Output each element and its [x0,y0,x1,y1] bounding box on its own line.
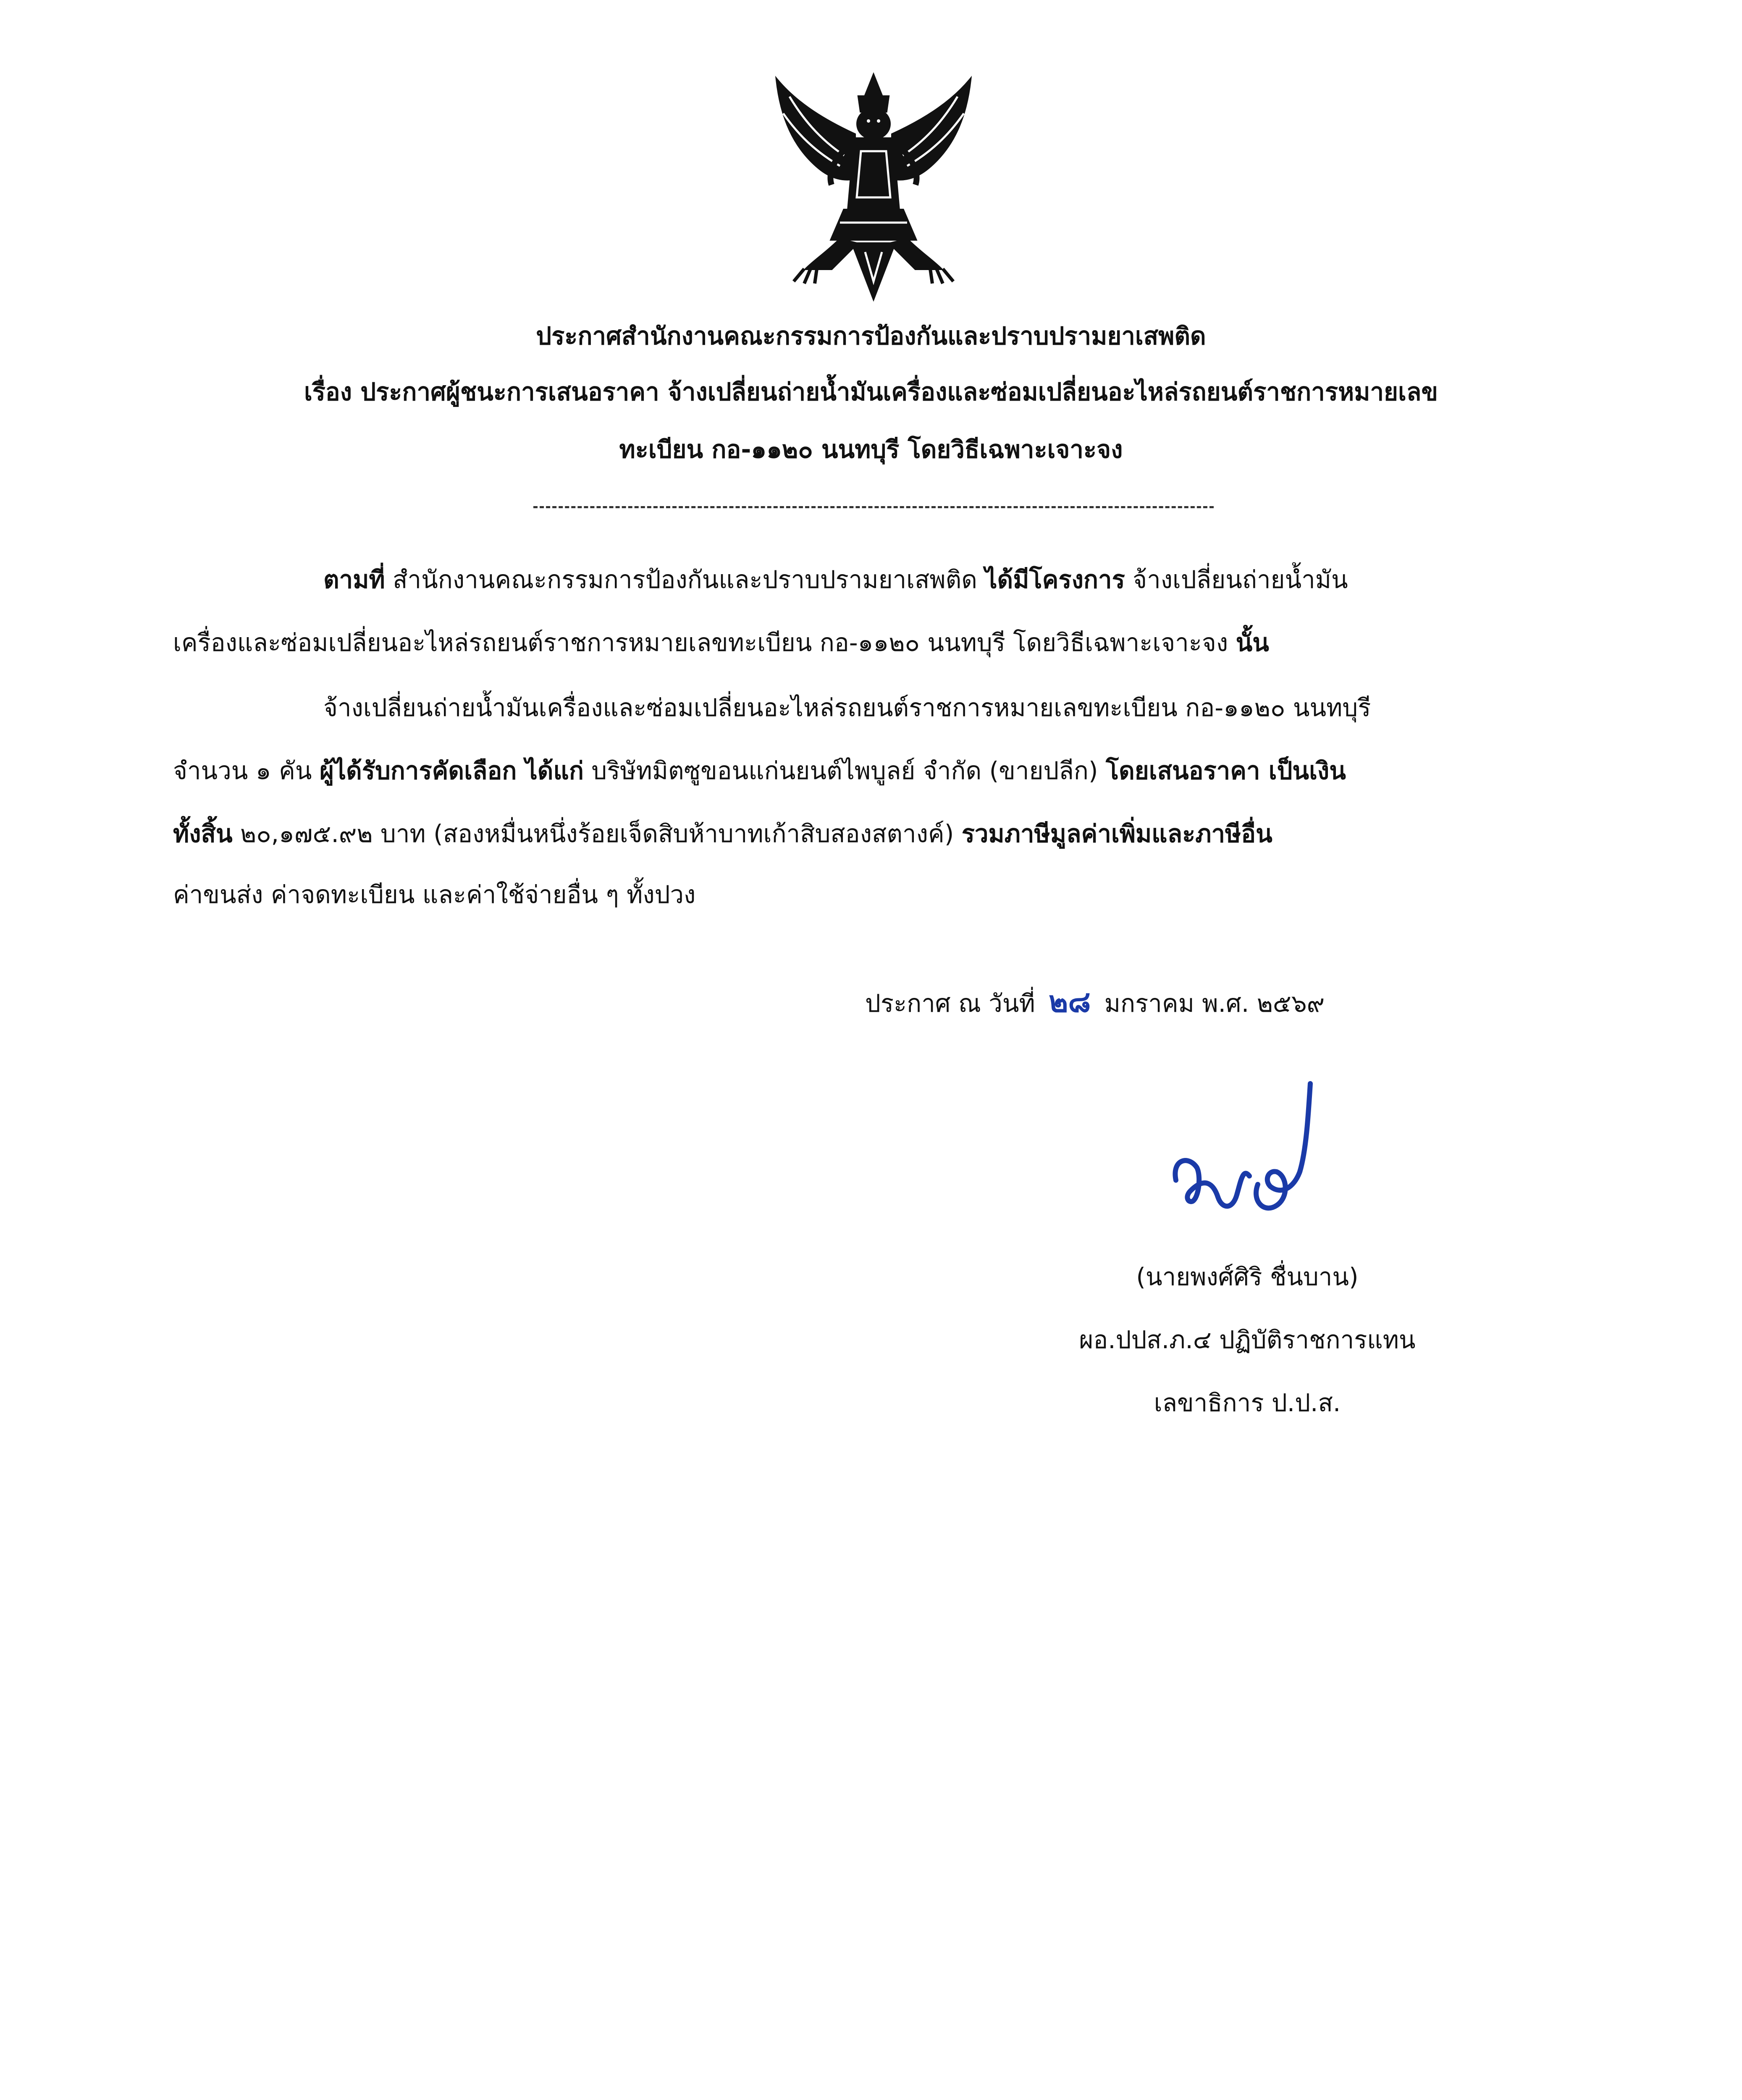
para2-line2 [173,748,1346,794]
divider-line [533,506,1214,508]
para1-bold-a: ตามที่ [323,565,385,594]
date-prefix: ประกาศ ณ วันที่ [865,989,1035,1018]
para2-bold-3a: ทั้งสิ้น [173,819,233,848]
para2-bold-2b: โดยเสนอราคา เป็นเงิน [1105,756,1346,785]
para1-line1 [323,556,1348,603]
para2-text-4: ค่าขนส่ง ค่าจดทะเบียน และค่าใช้จ่ายอื่น ๆ ทั้งปวง [173,880,696,909]
date-day-handwritten: ๒๘ [1049,984,1091,1019]
announcement-title [126,313,1616,359]
title-line-1: ประกาศสำนักงานคณะกรรมการป้องกันและปราบปรามยาเสพติด [536,322,1206,350]
handwritten-signature [1159,1075,1335,1235]
garuda-emblem [764,71,983,307]
para2-bold-3b: รวมภาษีมูลค่าเพิ่มและภาษีอื่น [961,819,1272,848]
signatory-position-2: เลขาธิการ ป.ป.ส. [1154,1389,1341,1417]
subject-text: จ้างเปลี่ยนถ่ายน้ำมันเครื่องและซ่อมเปลี่ยนอะไหล่รถยนต์ราชการหมายเลข [659,378,1438,406]
para2-text-1: จ้างเปลี่ยนถ่ายน้ำมันเครื่องและซ่อมเปลี่ยนอะไหล่รถยนต์ราชการหมายเลขทะเบียน กอ-๑๑๒๐ นนทบุรี [323,693,1371,722]
para2-line3 [173,811,1272,857]
para2-text-3a: ๒๐,๑๗๕.๙๒ บาท (สองหมื่นหนึ่งร้อยเจ็ดสิบห้าบาทเก้าสิบสองสตางค์) [232,819,962,848]
para1-text-c: เครื่องและซ่อมเปลี่ยนอะไหล่รถยนต์ราชการหมายเลขทะเบียน กอ-๑๑๒๐ นนทบุรี โดยวิธีเฉพาะเจาะจง [173,628,1236,657]
para1-bold-b: ได้มีโครงการ [985,565,1125,594]
para1-text-b: จ้างเปลี่ยนถ่ายน้ำมัน [1125,565,1348,594]
signatory-name: (นายพงศ์ศิริ ชื่นบาน) [1136,1263,1359,1291]
subject-label: เรื่อง ประกาศผู้ชนะการเสนอราคา [304,378,659,406]
para2-bold-2a: ผู้ได้รับการคัดเลือก ได้แก่ [320,756,584,785]
para2-line4 [173,872,695,918]
para1-line2 [173,620,1269,666]
date-suffix: มกราคม พ.ศ. ๒๕๖๙ [1104,989,1325,1018]
para1-bold-c: นั้น [1236,628,1269,657]
para2-line1 [323,685,1371,731]
announcement-date [865,979,1325,1026]
para2-text-2b: บริษัทมิตซูขอนแก่นยนต์ไพบูลย์ จำกัด (ขายปลีก) [583,756,1106,785]
announcement-subject [126,369,1616,415]
announcement-subject-cont [126,426,1616,472]
signatory-position: ผอ.ปปส.ภ.๔ ปฏิบัติราชการแทน [1079,1326,1416,1354]
para2-text-2a: จำนวน ๑ คัน [173,756,320,785]
para1-text-a: สำนักงานคณะกรรมการป้องกันและปราบปรามยาเสพติด [385,565,985,594]
subject-text-cont: ทะเบียน กอ-๑๑๒๐ นนทบุรี โดยวิธีเฉพาะเจาะจง [619,435,1123,464]
